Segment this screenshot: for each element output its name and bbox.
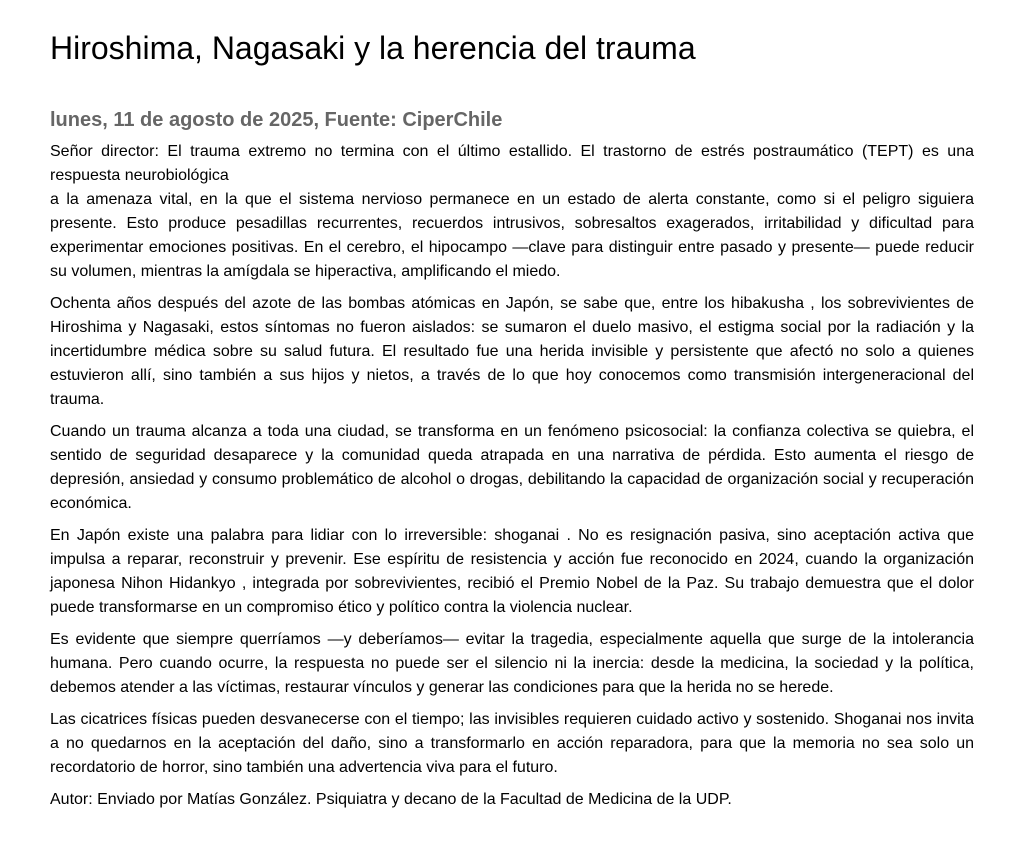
paragraph-2: Ochenta años después del azote de las bombas atómicas en Japón, se sabe que, entre los hibakusha , los sobrevivientes de Hiroshima y Nagasaki, estos síntomas no fueron aislados: se sumaron el duelo masivo, el estigma social por la radiación y la incertidumbre médica sobre su salud futura. El resultado fue una herida invisible y persistente que afectó no solo a quienes estuvieron allí, sino también a sus hijos y nietos, a través de lo que hoy conocemos como transmisión intergeneracional del trauma. <box>50 295 974 408</box>
paragraph-4: En Japón existe una palabra para lidiar con lo irreversible: shoganai . No es resignación pasiva, sino aceptación activa que impulsa a reparar, reconstruir y prevenir. Ese espíritu de resistencia y acción fue reconocido en 2024, cuando la organización japonesa Nihon Hidankyo , integrada por sobrevivientes, recibió el Premio Nobel de la Paz. Su trabajo demuestra que el dolor puede transformarse en un compromiso ético y político contra la violencia nuclear. <box>50 527 974 616</box>
paragraph-1-body: a la amenaza vital, en la que el sistema nervioso permanece en un estado de alerta constante, como si el peligro siguiera presente. Esto produce pesadillas recurrentes, recuerdos intrusivos, sobresaltos exagerados, irritabilidad y dificultad para experimentar emociones positivas. En el cerebro, el hipocampo —clave para distinguir entre pasado y presente— puede reducir su volumen, mientras la amígdala se hiperactiva, amplificando el miedo. <box>50 191 974 280</box>
paragraph-1-line-2: respuesta neurobiológica <box>50 167 229 184</box>
paragraph-3: Cuando un trauma alcanza a toda una ciudad, se transforma en un fenómeno psicosocial: la confianza colectiva se quiebra, el sentido de seguridad desaparece y la comunidad queda atrapada en una narrativa de pérdida. Esto aumenta el riesgo de depresión, ansiedad y consumo problemático de alcohol o drogas, debilitando la capacidad de organización social y recuperación económica. <box>50 423 974 512</box>
paragraph-6: Las cicatrices físicas pueden desvanecerse con el tiempo; las invisibles requieren cuidado activo y sostenido. Shoganai nos invita a no quedarnos en la aceptación del daño, sino a transformarlo en acción reparadora, para que la memoria no sea solo un recordatorio de horror, sino también una advertencia viva para el futuro. <box>50 711 974 776</box>
article-title: Hiroshima, Nagasaki y la herencia del trauma <box>50 30 696 66</box>
article-author: Autor: Enviado por Matías González. Psiquiatra y decano de la Facultad de Medicina de la UDP. <box>50 791 732 808</box>
article-meta: lunes, 11 de agosto de 2025, Fuente: CiperChile <box>50 109 503 131</box>
paragraph-1 <box>50 140 974 284</box>
paragraph-1-line-1: Señor director: El trauma extremo no termina con el último estallido. El trastorno de estrés postraumático (TEPT) es una <box>50 143 974 160</box>
article <box>0 29 1024 812</box>
paragraph-5: Es evidente que siempre querríamos —y deberíamos— evitar la tragedia, especialmente aquella que surge de la intolerancia humana. Pero cuando ocurre, la respuesta no puede ser el silencio ni la inercia: desde la medicina, la sociedad y la política, debemos atender a las víctimas, restaurar vínculos y generar las condiciones para que la herida no se herede. <box>50 631 974 696</box>
